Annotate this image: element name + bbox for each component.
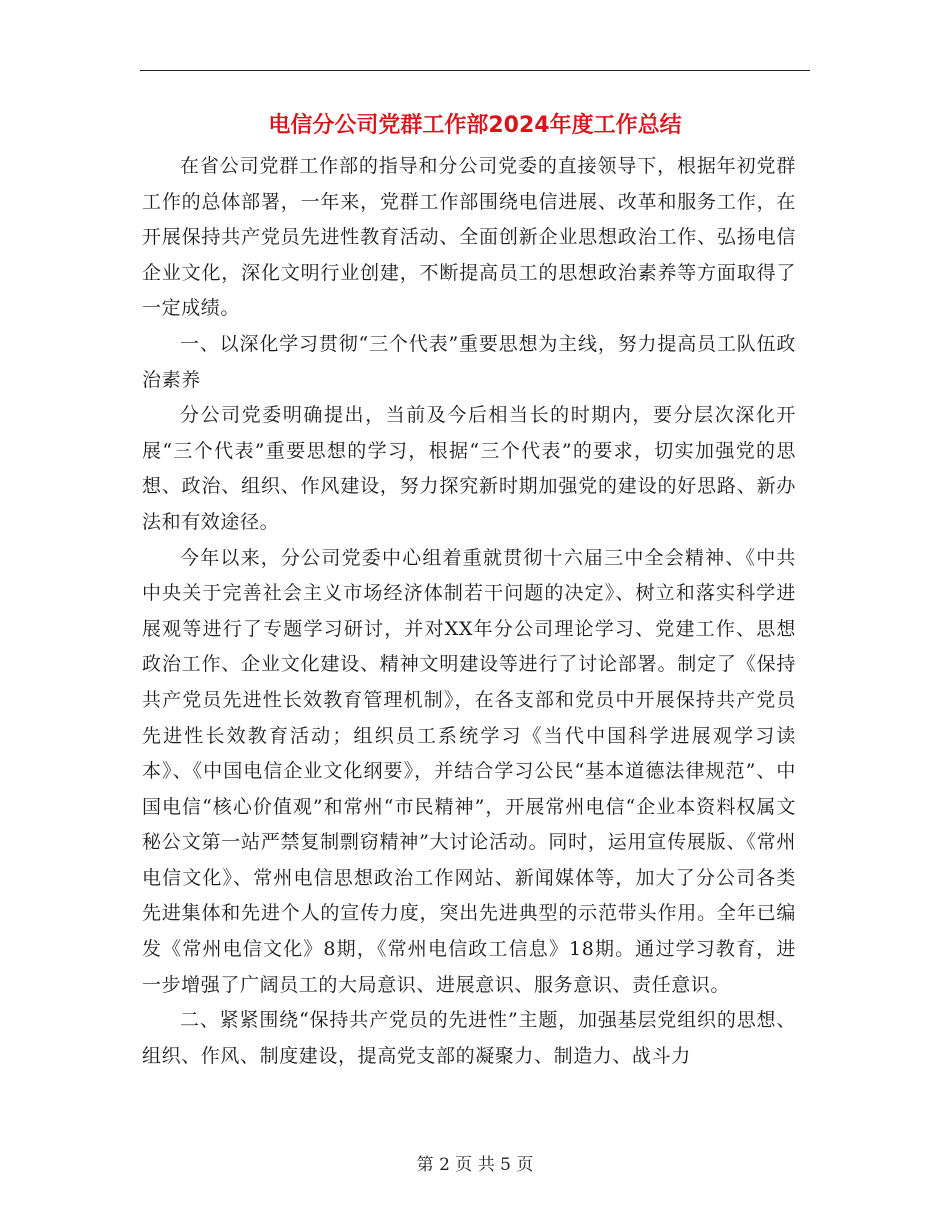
header-rule [140, 70, 810, 71]
section-heading-2: 二、紧紧围绕“保持共产党员的先进性”主题，加强基层党组织的思想、组织、作风、制度建设，提高党支部的凝聚力、制造力、战斗力 [142, 1009, 796, 1067]
section-heading-1: 一、以深化学习贯彻“三个代表”重要思想为主线，努力提高员工队伍政治素养 [142, 332, 796, 391]
document-title: 电信分公司党群工作部2024年度工作总结 [268, 113, 682, 138]
paragraph-section-1-b: 今年以来，分公司党委中心组着重就贯彻十六届三中全会精神、《中共中央关于完善社会主义市场经济体制若干问题的决定》、树立和落实科学进展观等进行了专题学习研讨，并对XX年分公司理论学习、党建工作、思想政治工作、企业文化建设、精神文明建设等进行了讨论部署。制定了《保持共产党员先进性长效教育管理机制》，在各支部和党员中开展保持共产党员先进性长效教育活动；组织员工系统学习《当代中国科学进展观学习读本》、《中国电信企业文化纲要》，并结合学习公民“基本道德法律规范”、中国电信“核心价值观”和常州“市民精神”，开展常州电信“企业本资料权属文秘公文第一站严禁复制剽窃精神”大讨论活动。同时，运用宣传展版、《常州电信文化》、常州电信思想政治工作网站、新闻媒体等，加大了分公司各类先进集体和先进个人的宣传力度，突出先进典型的示范带头作用。全年已编发《常州电信文化》8期，《常州电信政工信息》18期。通过学习教育，进一步增强了广阔员工的大局意识、进展意识、服务意识、责任意识。 [142, 546, 796, 996]
paragraph-intro: 在省公司党群工作部的指导和分公司党委的直接领导下，根据年初党群工作的总体部署，一年来，党群工作部围绕电信进展、改革和服务工作，在开展保持共产党员先进性教育活动、全面创新企业思想政治工作、弘扬电信企业文化，深化文明行业创建，不断提高员工的思想政治素养等方面取得了一定成绩。 [142, 155, 796, 320]
paragraph-section-1-a: 分公司党委明确提出，当前及今后相当长的时期内，要分层次深化开展“三个代表”重要思想的学习，根据“三个代表”的要求，切实加强党的思想、政治、组织、作风建设，努力探究新时期加强党的建设的好思路、新办法和有效途径。 [142, 404, 796, 533]
page-number-footer: 第 2 页 共 5 页 [416, 1155, 534, 1175]
document-body [142, 149, 796, 1074]
